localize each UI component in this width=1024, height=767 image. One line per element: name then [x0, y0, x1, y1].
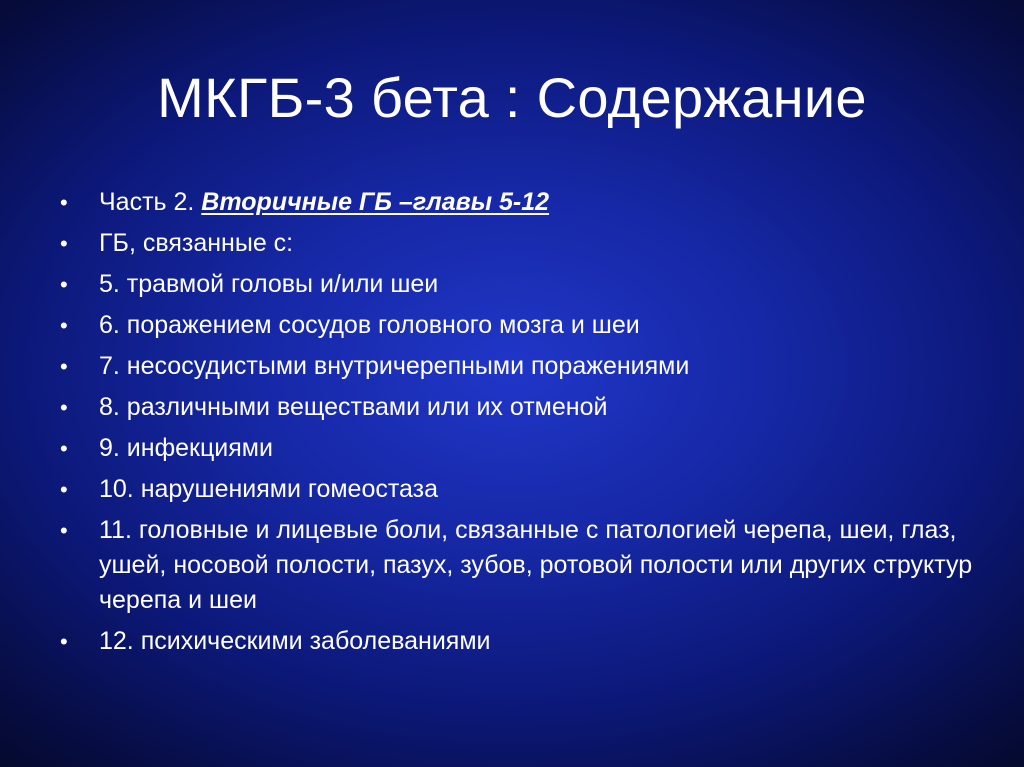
bullet-icon: • — [60, 190, 68, 215]
bullet-icon: • — [60, 395, 68, 420]
bullet-icon: • — [60, 518, 68, 543]
list-item-chapter-11 — [60, 513, 980, 618]
part-title-emphasis: Вторичные ГБ –главы 5-12 — [201, 188, 550, 216]
bullet-icon: • — [60, 477, 68, 502]
list-item-chapter-9 — [60, 431, 980, 466]
slide-title: МКГБ-3 бета : Содержание — [157, 66, 867, 129]
bullet-icon: • — [60, 272, 68, 297]
list-item-text: 10. нарушениями гомеостаза — [99, 475, 439, 503]
list-item-chapter-7 — [60, 349, 980, 384]
list-item-text: ГБ, связанные с: — [99, 229, 294, 257]
list-item-intro — [60, 226, 980, 261]
part-label: Часть 2. — [99, 188, 202, 216]
list-item-text: 9. инфекциями — [99, 434, 273, 462]
list-item-chapter-5 — [60, 267, 980, 302]
bullet-icon: • — [60, 313, 68, 338]
list-item-chapter-12 — [60, 624, 980, 659]
bullet-icon: • — [60, 629, 68, 654]
bullet-icon: • — [60, 231, 68, 256]
list-item-chapter-8 — [60, 390, 980, 425]
list-item-text: 7. несосудистыми внутричерепными поражениями — [99, 352, 690, 380]
bullet-icon: • — [60, 436, 68, 461]
list-item-chapter-6 — [60, 308, 980, 343]
list-item-text: 5. травмой головы и/или шеи — [99, 270, 439, 298]
bullet-list — [60, 185, 980, 665]
list-item-chapter-10 — [60, 472, 980, 507]
list-item-text: 11. головные и лицевые боли, связанные с патологией черепа, шеи, глаз, ушей, носовой полости, пазух, зубов, ротовой полости или других структур черепа и шеи — [99, 516, 973, 614]
list-item-part-2 — [60, 185, 980, 220]
list-item-text: 6. поражением сосудов головного мозга и шеи — [99, 311, 640, 339]
bullet-icon: • — [60, 354, 68, 379]
list-item-text: 8. различными веществами или их отменой — [99, 393, 608, 421]
list-item-text: 12. психическими заболеваниями — [99, 627, 491, 655]
